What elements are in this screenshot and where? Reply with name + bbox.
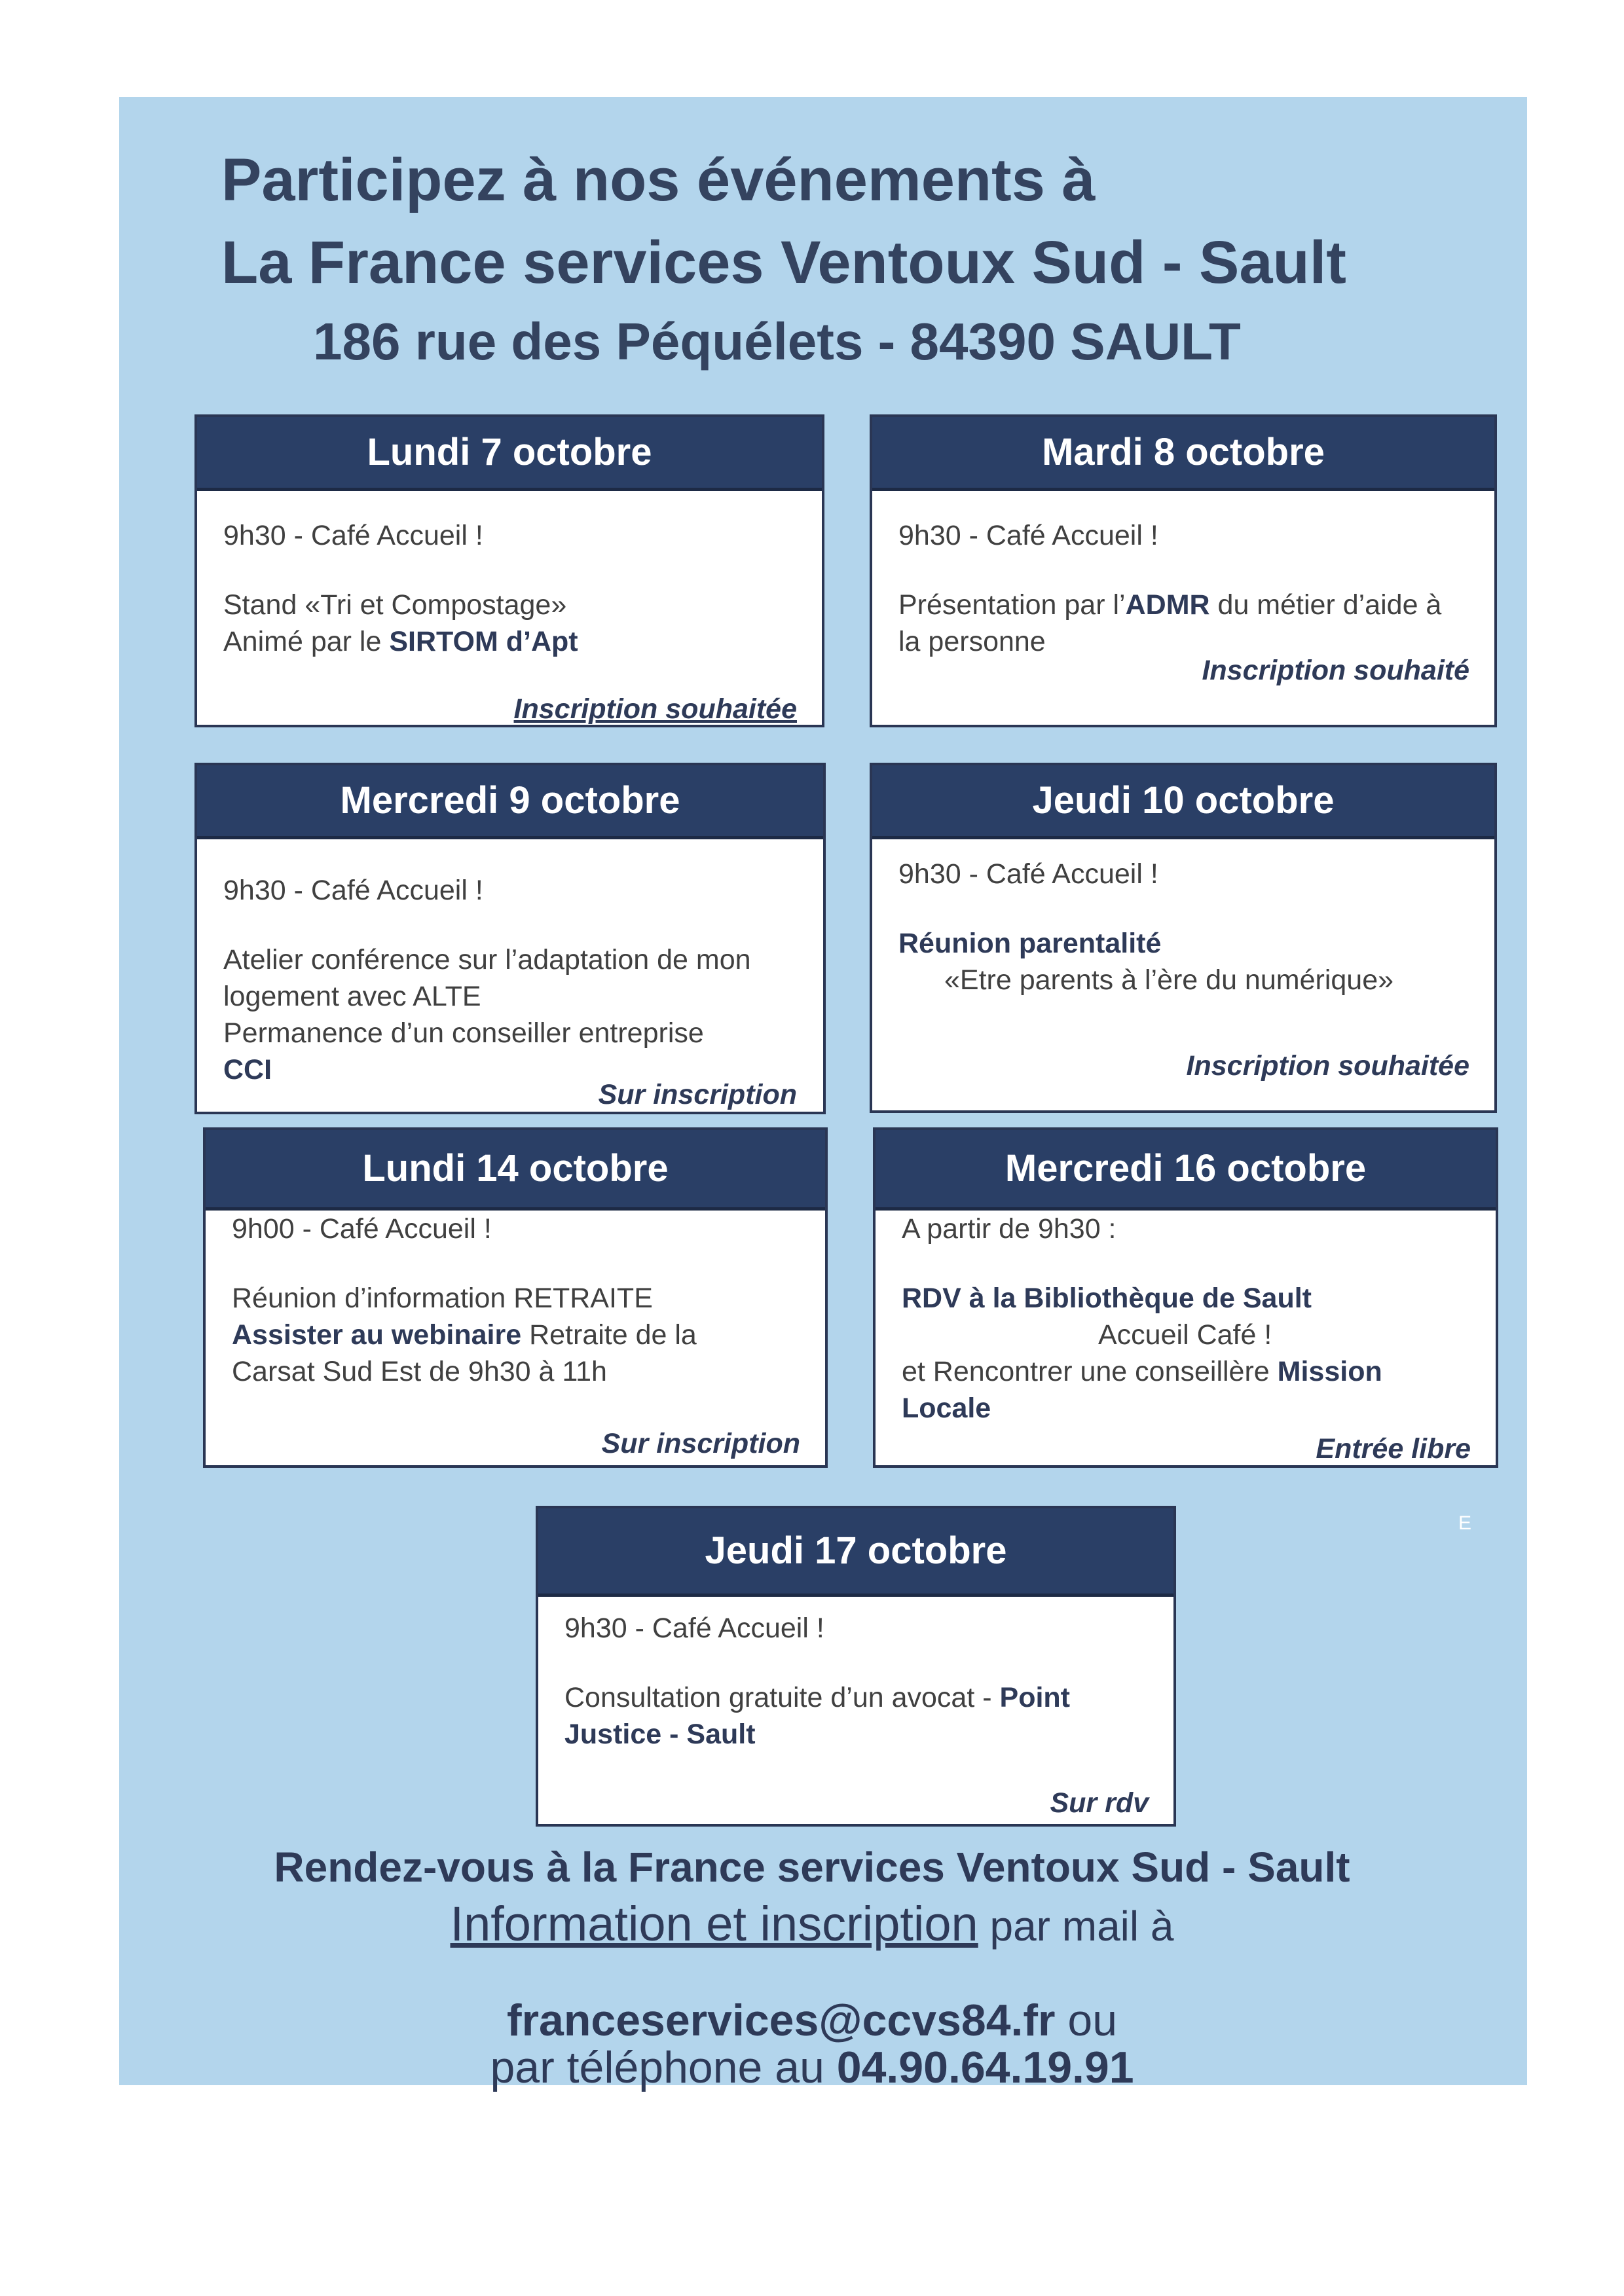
event-line: CCI [223, 1054, 272, 1085]
stray-mark: E [1458, 1512, 1472, 1534]
event-line: RDV à la Bibliothèque de Sault [902, 1283, 1312, 1314]
event-line: Animé par le SIRTOM d’Apt [223, 626, 578, 657]
event-line: Locale [902, 1393, 991, 1424]
event-line: la personne [898, 626, 1046, 657]
phone-number[interactable]: 04.90.64.19.91 [836, 2043, 1134, 2092]
event-card-jeudi-10 [870, 763, 1497, 1113]
event-line: 9h30 - Café Accueil ! [898, 858, 1158, 890]
event-note: Inscription souhaitée [513, 693, 797, 725]
event-line: Atelier conférence sur l’adaptation de mon [223, 944, 751, 975]
event-line: 9h30 - Café Accueil ! [223, 875, 483, 906]
event-title: Mardi 8 octobre [872, 417, 1494, 491]
info-link[interactable]: Information et inscription [450, 1897, 978, 1951]
event-line: 9h30 - Café Accueil ! [223, 520, 483, 551]
event-line: Permanence d’un conseiller entreprise [223, 1017, 704, 1049]
event-card-mercredi-9 [194, 763, 826, 1114]
event-card-lundi-7 [194, 414, 824, 727]
event-line: A partir de 9h30 : [902, 1213, 1116, 1245]
event-line: Accueil Café ! [1098, 1319, 1272, 1351]
headline-line-2: La France services Ventoux Sud - Sault [221, 229, 1346, 296]
event-note: Sur inscription [601, 1428, 800, 1459]
headline-line-1: Participez à nos événements à [221, 147, 1096, 213]
event-note: Sur rdv [1050, 1787, 1149, 1819]
event-card-mardi-8 [870, 414, 1497, 727]
event-line: Réunion d’information RETRAITE [232, 1283, 653, 1314]
email-link[interactable]: franceservices@ccvs84.fr [506, 1995, 1056, 2045]
footer-line-2 [0, 1896, 1624, 1952]
event-line: Stand «Tri et Compostage» [223, 589, 567, 621]
event-line: 9h00 - Café Accueil ! [232, 1213, 492, 1245]
footer-phone-line: par téléphone au 04.90.64.19.91 [490, 2043, 1134, 2092]
event-line: 9h30 - Café Accueil ! [898, 520, 1158, 551]
event-card-lundi-14 [203, 1127, 828, 1468]
headline-address: 186 rue des Péquélets - 84390 SAULT [313, 312, 1241, 371]
event-line: Consultation gratuite d’un avocat - Point [564, 1682, 1070, 1713]
event-title: Lundi 14 octobre [206, 1130, 825, 1211]
event-line: et Rencontrer une conseillère Mission [902, 1356, 1382, 1387]
event-line: 9h30 - Café Accueil ! [564, 1613, 824, 1644]
event-title: Jeudi 17 octobre [538, 1508, 1173, 1597]
event-line: Présentation par l’ADMR du métier d’aide à [898, 589, 1442, 621]
event-line: logement avec ALTE [223, 981, 481, 1012]
footer-email-line: franceservices@ccvs84.fr ou [506, 1995, 1118, 2045]
event-note: Entrée libre [1316, 1433, 1471, 1465]
event-title: Lundi 7 octobre [197, 417, 822, 491]
event-card-mercredi-16 [873, 1127, 1498, 1468]
event-line: Justice - Sault [564, 1719, 756, 1750]
event-line: «Etre parents à l’ère du numérique» [944, 964, 1394, 996]
event-note: Sur inscription [598, 1079, 797, 1110]
footer-line-2-rest: par mail à [978, 1903, 1174, 1950]
event-line: Carsat Sud Est de 9h30 à 11h [232, 1356, 607, 1387]
event-line: Réunion parentalité [898, 928, 1162, 959]
event-title: Mercredi 16 octobre [876, 1130, 1496, 1211]
event-title: Jeudi 10 octobre [872, 765, 1494, 839]
footer-line-1: Rendez-vous à la France services Ventoux Sud - Sault [274, 1844, 1350, 1891]
event-line: Assister au webinaire Retraite de la [232, 1319, 697, 1351]
event-note: Inscription souhaité [1202, 655, 1469, 686]
event-note: Inscription souhaitée [1186, 1050, 1469, 1082]
event-card-jeudi-17 [536, 1506, 1176, 1827]
event-title: Mercredi 9 octobre [197, 765, 823, 839]
